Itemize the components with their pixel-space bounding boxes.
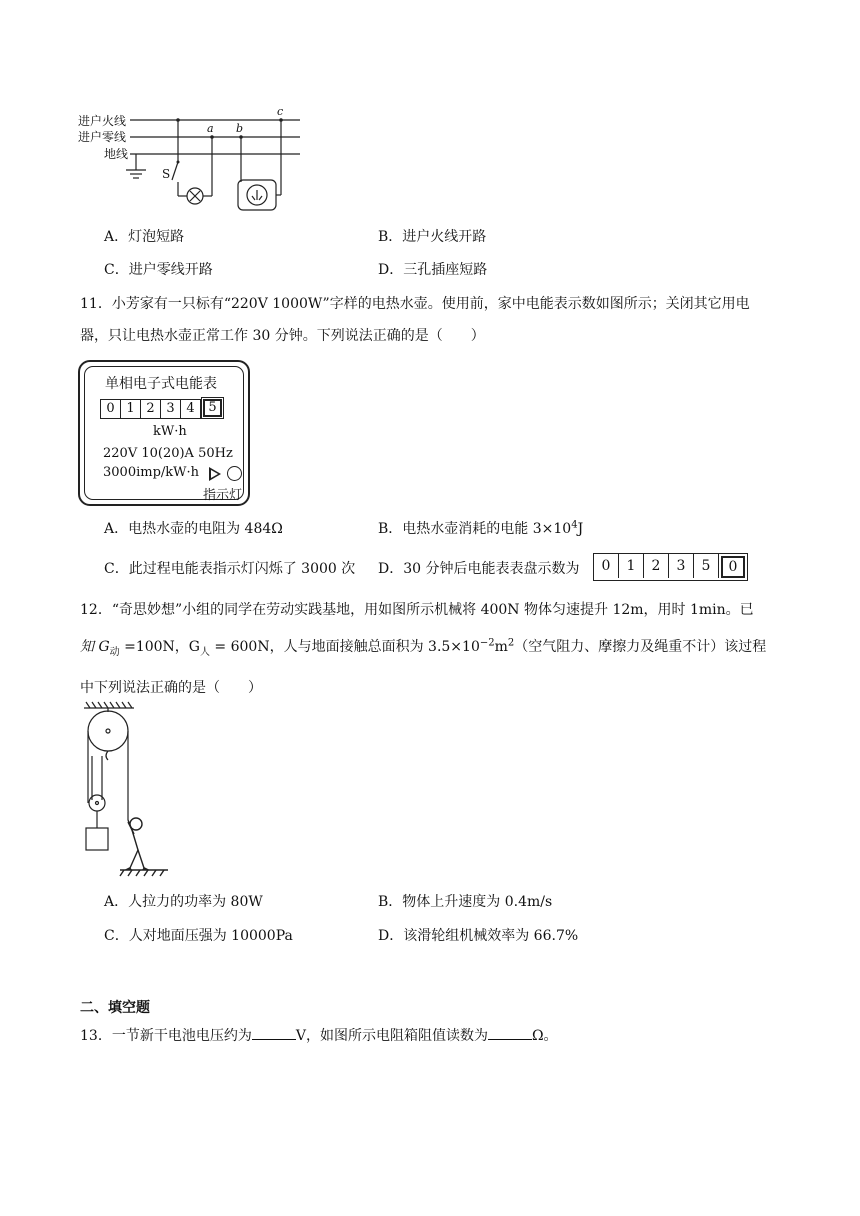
q12-stem-line3: 中下列说法正确的是（ ） [80, 680, 262, 696]
label-switch: S [162, 167, 171, 181]
circuit-wires [78, 104, 308, 216]
reading-digit: 0 [594, 554, 619, 578]
q11-stem-line1: 11．小芳家有一只标有“220V 1000W”字样的电热水壶。使用前，家中电能表示数如图所示；关闭其它用电 [80, 296, 750, 312]
meter-digits [101, 399, 222, 419]
q10-option-c[interactable]: C．进户零线开路 [104, 262, 213, 278]
meter-digit: 4 [180, 399, 201, 419]
q11-option-b[interactable] [378, 518, 583, 538]
label-c: c [277, 105, 284, 118]
label-live-wire: 进户火线 [78, 114, 127, 128]
reading-digit: 3 [669, 554, 694, 578]
q12-sub: 动 [109, 646, 120, 658]
meter-digit-decimal: 5 [203, 399, 222, 417]
meter-digit: 1 [120, 399, 141, 419]
q12-text: m [494, 639, 508, 655]
q11-option-c[interactable]: C．此过程电能表指示灯闪烁了 3000 次 [104, 561, 356, 577]
q11-option-a[interactable]: A．电热水壶的电阻为 484Ω [104, 521, 283, 537]
q10-option-b[interactable]: B．进户火线开路 [378, 229, 487, 245]
meter-digit: 2 [140, 399, 161, 419]
q11-option-b-unit: J [577, 521, 584, 537]
label-a: a [207, 122, 214, 135]
q10-option-d[interactable]: D．三孔插座短路 [378, 262, 488, 278]
label-b: b [236, 122, 244, 135]
q12-option-b[interactable]: B．物体上升速度为 0.4m/s [378, 894, 553, 910]
q13-text: Ω。 [531, 1028, 558, 1044]
q12-text: = 600N，人与地面接触总面积为 3.5×10 [209, 639, 480, 655]
q12-text: 知 G [80, 639, 110, 655]
label-neutral-wire: 进户零线 [78, 130, 127, 144]
q12-option-d[interactable]: D．该滑轮组机械效率为 66.7% [378, 928, 579, 944]
play-triangle-icon-inner [211, 470, 218, 478]
q12-text: （空气阻力、摩擦力及绳重不计）该过程 [514, 639, 767, 655]
meter-unit: kW·h [153, 424, 187, 439]
q11-option-d-reading [593, 553, 748, 581]
circuit-diagram [78, 104, 308, 216]
q13-stem [80, 1025, 558, 1045]
q11-option-d[interactable]: D．30 分钟后电能表表盘示数为 [378, 561, 580, 577]
energy-meter-frame [84, 366, 244, 503]
meter-indicator-label: 指示灯 [203, 488, 243, 503]
label-ground-wire: 地线 [104, 147, 129, 161]
q13-blank-resistance[interactable] [488, 1025, 532, 1040]
q11-stem-line2: 器，只让电热水壶正常工作 30 分钟。下列说法正确的是（ ） [80, 328, 485, 344]
meter-digit: 0 [100, 399, 121, 419]
meter-spec: 220V 10(20)A 50Hz [103, 446, 233, 461]
reading-digit: 5 [694, 554, 719, 578]
q12-text: =100N，G [119, 639, 200, 655]
q12-sub: 人 [199, 646, 210, 658]
q13-text: V，如图所示电阻箱阻值读数为 [295, 1028, 488, 1044]
q12-sup: 2 [507, 637, 515, 649]
meter-imp-rate: 3000imp/kW·h [103, 465, 200, 480]
energy-meter [78, 360, 250, 506]
q13-blank-voltage[interactable] [252, 1025, 296, 1040]
q11-option-b-text: B．电热水壶消耗的电能 3×10 [378, 521, 572, 537]
reading-digit-decimal: 0 [721, 556, 745, 578]
reading-digit: 2 [644, 554, 669, 578]
q13-text: 13．一节新干电池电压约为 [80, 1028, 252, 1044]
meter-title: 单相电子式电能表 [105, 376, 217, 392]
q12-sup: −2 [479, 637, 495, 649]
q11-option-b-exp: 4 [571, 519, 578, 531]
q12-option-c[interactable]: C．人对地面压强为 10000Pa [104, 928, 293, 944]
meter-digit: 3 [160, 399, 181, 419]
q10-option-a[interactable]: A．灯泡短路 [104, 229, 185, 245]
reading-digit: 1 [619, 554, 644, 578]
q12-stem-line1: 12．“奇思妙想”小组的同学在劳动实践基地，用如图所示机械将 400N 物体匀速提升 12m，用时 1min。已 [80, 602, 754, 618]
indicator-light-icon [227, 466, 242, 481]
pulley-diagram [80, 700, 180, 882]
q12-option-a[interactable]: A．人拉力的功率为 80W [104, 894, 263, 910]
q12-stem-line2 [80, 636, 766, 658]
section-heading: 二、填空题 [80, 1000, 150, 1016]
